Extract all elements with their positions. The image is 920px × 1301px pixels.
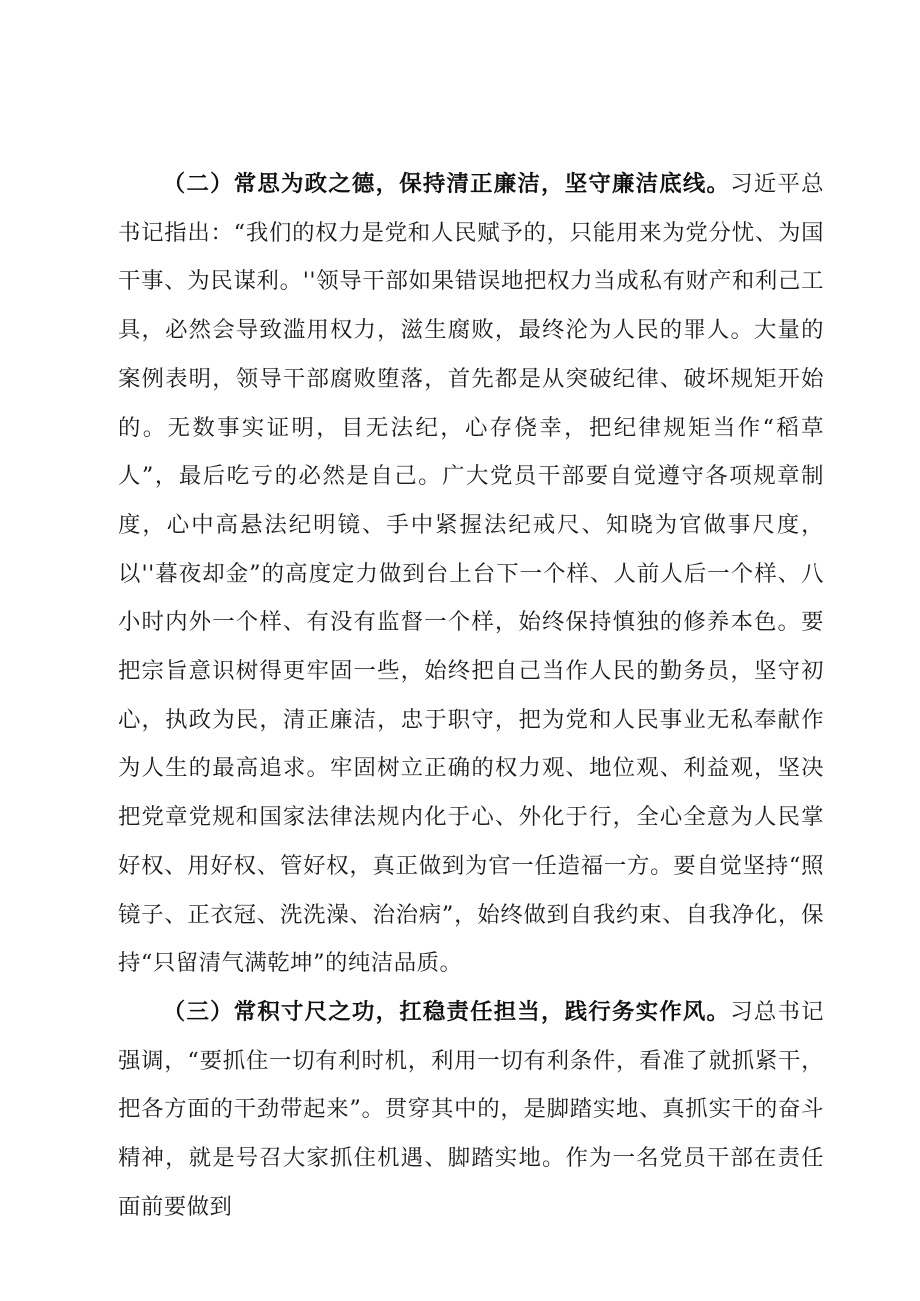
document-body bbox=[118, 160, 824, 1231]
section-heading-3: （三）常积寸尺之功，扛稳责任担当，践行务实作风。 bbox=[162, 998, 731, 1025]
paragraph-integrity bbox=[118, 160, 824, 988]
paragraph-responsibility bbox=[118, 988, 824, 1232]
section-heading-2: （二）常思为政之德，保持清正廉洁，坚守廉洁底线。 bbox=[162, 171, 731, 197]
paragraph-text: 习近平总书记指出：“我们的权力是党和人民赋予的，只能用来为党分忧、为国干事、为民谋利。''领导干部如果错误地把权力当成私有财产和利己工具，必然会导致滥用权力，滋生腐败，最终沦为人民的罪人。大量的案例表明，领导干部腐败堕落，首先都是从突破纪律、破坏规矩开始的。无数事实证明，目无法纪，心存侥幸，把纪律规矩当作“稻草人”，最后吃亏的必然是自己。广大党员干部要自觉遵守各项规章制度，心中高悬法纪明镜、手中紧握法纪戒尺、知晓为官做事尺度，以''暮夜却金”的高度定力做到台上台下一个样、人前人后一个样、八小时内外一个样、有没有监督一个样，始终保持慎独的修养本色。要把宗旨意识树得更牢固一些，始终把自己当作人民的勤务员，坚守初心，执政为民，清正廉洁，忠于职守，把为党和人民事业无私奉献作为人生的最高追求。牢固树立正确的权力观、地位观、利益观，坚决把党章党规和国家法律法规内化于心、外化于行，全心全意为人民掌好权、用好权、管好权，真正做到为官一任造福一方。要自觉坚持“照镜子、正衣冠、洗洗澡、治治病”，始终做到自我约束、自我净化，保持“只留清气满乾坤”的纯洁品质。 bbox=[118, 171, 825, 977]
paragraph-text: 习总书记强调，“要抓住一切有利时机，利用一切有利条件，看准了就抓紧干，把各方面的干劲带起来”。贯穿其中的，是脚踏实地、真抓实干的奋斗精神，就是号召大家抓住机遇、脚踏实地。作为一名党员干部在责任面前要做到 bbox=[118, 998, 825, 1220]
